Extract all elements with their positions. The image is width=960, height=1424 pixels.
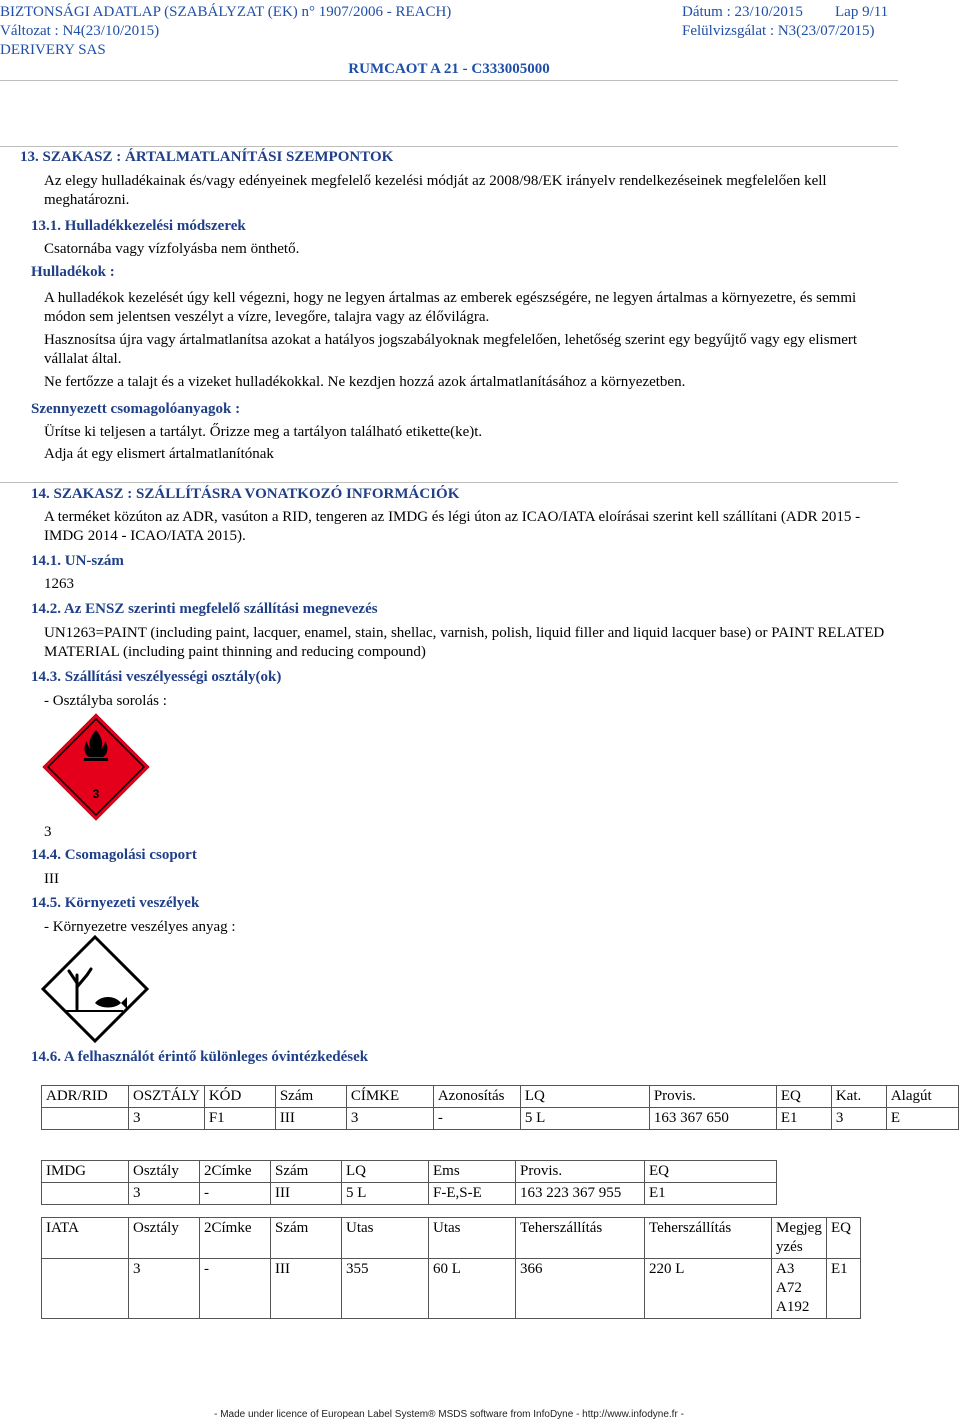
- table-row: [42, 1259, 861, 1319]
- table-cell: Alagút: [886, 1086, 958, 1108]
- table-cell: -: [200, 1259, 271, 1319]
- header-divider: [0, 80, 898, 81]
- table-cell: OSZTÁLY: [129, 1086, 205, 1108]
- table-cell: E: [886, 1108, 958, 1130]
- class-pictogram-number: 3: [92, 787, 100, 801]
- table-cell: Teherszállítás: [516, 1218, 645, 1259]
- table-row: [42, 1183, 777, 1205]
- subsection-14-3-heading: 14.3. Szállítási veszélyességi osztály(ok): [31, 669, 282, 685]
- table-cell: IMDG: [42, 1161, 129, 1183]
- table-cell: 3: [346, 1108, 433, 1130]
- shipping-name: UN1263=PAINT (including paint, lacquer, enamel, stain, shellac, varnish, polish, liquid filler and liquid lacquer base) or PAINT RELATED MATERIAL (including paint thinning and reducing compound): [44, 625, 885, 660]
- table-cell: KÓD: [204, 1086, 275, 1108]
- section-14-heading: 14. SZAKASZ : SZÁLLÍTÁSRA VONATKOZÓ INFORMÁCIÓK: [31, 486, 460, 502]
- table-cell: CÍMKE: [346, 1086, 433, 1108]
- table-cell: 163 223 367 955: [516, 1183, 645, 1205]
- table-cell: 3: [129, 1108, 205, 1130]
- revision-label: Felülvizsgálat : N3(23/07/2015): [682, 23, 875, 39]
- footer: - Made under licence of European Label System® MSDS software from InfoDyne - http://www.infodyne.fr -: [214, 1409, 684, 1420]
- table-cell: E1: [645, 1183, 777, 1205]
- imdg-table: [41, 1160, 777, 1205]
- table-cell: 366: [516, 1259, 645, 1319]
- version-label: Változat : N4(23/10/2015): [0, 23, 160, 39]
- table-cell: LQ: [520, 1086, 649, 1108]
- subsection-14-5-heading: 14.5. Környezeti veszélyek: [31, 895, 200, 911]
- table-cell: 3: [129, 1259, 200, 1319]
- table-cell: [42, 1259, 129, 1319]
- table-cell: ADR/RID: [42, 1086, 129, 1108]
- section-13-divider: [0, 146, 898, 147]
- table-cell: 60 L: [429, 1259, 516, 1319]
- doc-title: BIZTONSÁGI ADATLAP (SZABÁLYZAT (EK) n° 1907/2006 - REACH): [0, 4, 452, 20]
- section-14-divider: [0, 482, 898, 483]
- table-cell: Osztály: [129, 1161, 200, 1183]
- un-number: 1263: [44, 576, 74, 592]
- section-13-intro: Az elegy hulladékainak és/vagy edényeinek megfelelő kezelési módját az 2008/98/EK irányelv rendelkezéseinek megfelelően kell meghatározni.: [44, 173, 827, 208]
- table-cell: EQ: [776, 1086, 831, 1108]
- table-row: [42, 1108, 959, 1130]
- table-cell: Utas: [429, 1218, 516, 1259]
- table-cell: 5 L: [342, 1183, 429, 1205]
- table-cell: EQ: [827, 1218, 861, 1259]
- table-cell: 220 L: [645, 1259, 772, 1319]
- flammable-liquid-icon: [41, 712, 151, 822]
- paragraph-hand-over: Adja át egy elismert ártalmatlanítónak: [44, 446, 274, 462]
- adr-rid-table: [41, 1085, 959, 1130]
- table-cell: Ems: [429, 1161, 516, 1183]
- table-cell: Azonosítás: [433, 1086, 520, 1108]
- paragraph-waste-handling: A hulladékok kezelését úgy kell végezni, hogy ne legyen ártalmas az emberek egészségére, ne legyen ártalmas a környezetre, és semmi módon sem jelentsen veszélyt a vízre, levegőre, talajra vagy az élővilágra.: [44, 290, 857, 325]
- table-cell: F1: [204, 1108, 275, 1130]
- iata-table: [41, 1217, 861, 1319]
- table-cell: LQ: [342, 1161, 429, 1183]
- subsection-14-4-heading: 14.4. Csomagolási csoport: [31, 847, 197, 863]
- table-header-row: [42, 1086, 959, 1108]
- table-cell: 3: [831, 1108, 886, 1130]
- table-cell: -: [433, 1108, 520, 1130]
- company-name: DERIVERY SAS: [0, 42, 106, 58]
- table-cell: III: [271, 1259, 342, 1319]
- table-cell: 355: [342, 1259, 429, 1319]
- subsection-14-6-heading: 14.6. A felhasználót érintő különleges óvintézkedések: [31, 1049, 369, 1065]
- table-cell: [42, 1108, 129, 1130]
- class-value: 3: [44, 824, 52, 840]
- class-label: - Osztályba sorolás :: [44, 693, 167, 709]
- page-number: Lap 9/11: [835, 4, 889, 20]
- product-name: RUMCAOT A 21 - C333005000: [348, 61, 550, 77]
- table-cell: 2Címke: [200, 1161, 271, 1183]
- table-header-row: [42, 1218, 861, 1259]
- table-cell: Szám: [271, 1161, 342, 1183]
- paragraph-no-pollute: Ne fertőzze a talajt és a vizeket hulladékokkal. Ne kezdjen hozzá azok ártalmatlanításához a környezetben.: [44, 374, 686, 390]
- table-cell: F-E,S-E: [429, 1183, 516, 1205]
- subsection-14-1-heading: 14.1. UN-szám: [31, 553, 124, 569]
- waste-label: Hulladékok :: [31, 264, 115, 280]
- table-cell: 3: [129, 1183, 200, 1205]
- packing-group: III: [44, 871, 59, 887]
- table-cell: E1: [827, 1259, 861, 1319]
- table-cell: A3 A72 A192: [772, 1259, 827, 1319]
- table-cell: E1: [776, 1108, 831, 1130]
- table-cell: 163 367 650: [649, 1108, 776, 1130]
- table-cell: III: [271, 1183, 342, 1205]
- table-cell: III: [275, 1108, 346, 1130]
- table-header-row: [42, 1161, 777, 1183]
- table-cell: 2Címke: [200, 1218, 271, 1259]
- table-cell: Osztály: [129, 1218, 200, 1259]
- environment-label: - Környezetre veszélyes anyag :: [44, 919, 236, 935]
- section-14-intro: A terméket közúton az ADR, vasúton a RID, tengeren az IMDG és légi úton az ICAO/IATA eloírásai szerint kell szállítani (ADR 2015 - IMDG 2014 - ICAO/IATA 2015).: [44, 509, 861, 544]
- table-cell: [42, 1183, 129, 1205]
- table-cell: Szám: [271, 1218, 342, 1259]
- table-cell: Utas: [342, 1218, 429, 1259]
- packaging-label: Szennyezett csomagolóanyagok :: [31, 401, 241, 417]
- environment-hazard-icon: [41, 935, 149, 1043]
- table-cell: Kat.: [831, 1086, 886, 1108]
- table-cell: 5 L: [520, 1108, 649, 1130]
- table-cell: EQ: [645, 1161, 777, 1183]
- table-cell: Szám: [275, 1086, 346, 1108]
- date-label: Dátum : 23/10/2015: [682, 4, 803, 20]
- table-cell: -: [200, 1183, 271, 1205]
- table-cell: Provis.: [516, 1161, 645, 1183]
- subsection-14-2-heading: 14.2. Az ENSZ szerinti megfelelő szállítási megnevezés: [31, 601, 378, 617]
- table-cell: Megjegyzés: [772, 1218, 827, 1259]
- section-13-heading: 13. SZAKASZ : ÁRTALMATLANÍTÁSI SZEMPONTOK: [20, 149, 394, 165]
- paragraph-recycle: Hasznosítsa újra vagy ártalmatlanítsa azokat a hatályos jogszabályoknak megfelelően, lehetőség szerint egy begyűjtő vagy egy elismert vállalat által.: [44, 332, 858, 367]
- table-cell: Provis.: [649, 1086, 776, 1108]
- table-cell: Teherszállítás: [645, 1218, 772, 1259]
- paragraph-empty-container: Ürítse ki teljesen a tartályt. Őrizze meg a tartályon található etikette(ke)t.: [44, 424, 483, 440]
- paragraph-no-drain: Csatornába vagy vízfolyásba nem önthető.: [44, 241, 300, 257]
- subsection-13-1-heading: 13.1. Hulladékkezelési módszerek: [31, 218, 246, 234]
- table-cell: IATA: [42, 1218, 129, 1259]
